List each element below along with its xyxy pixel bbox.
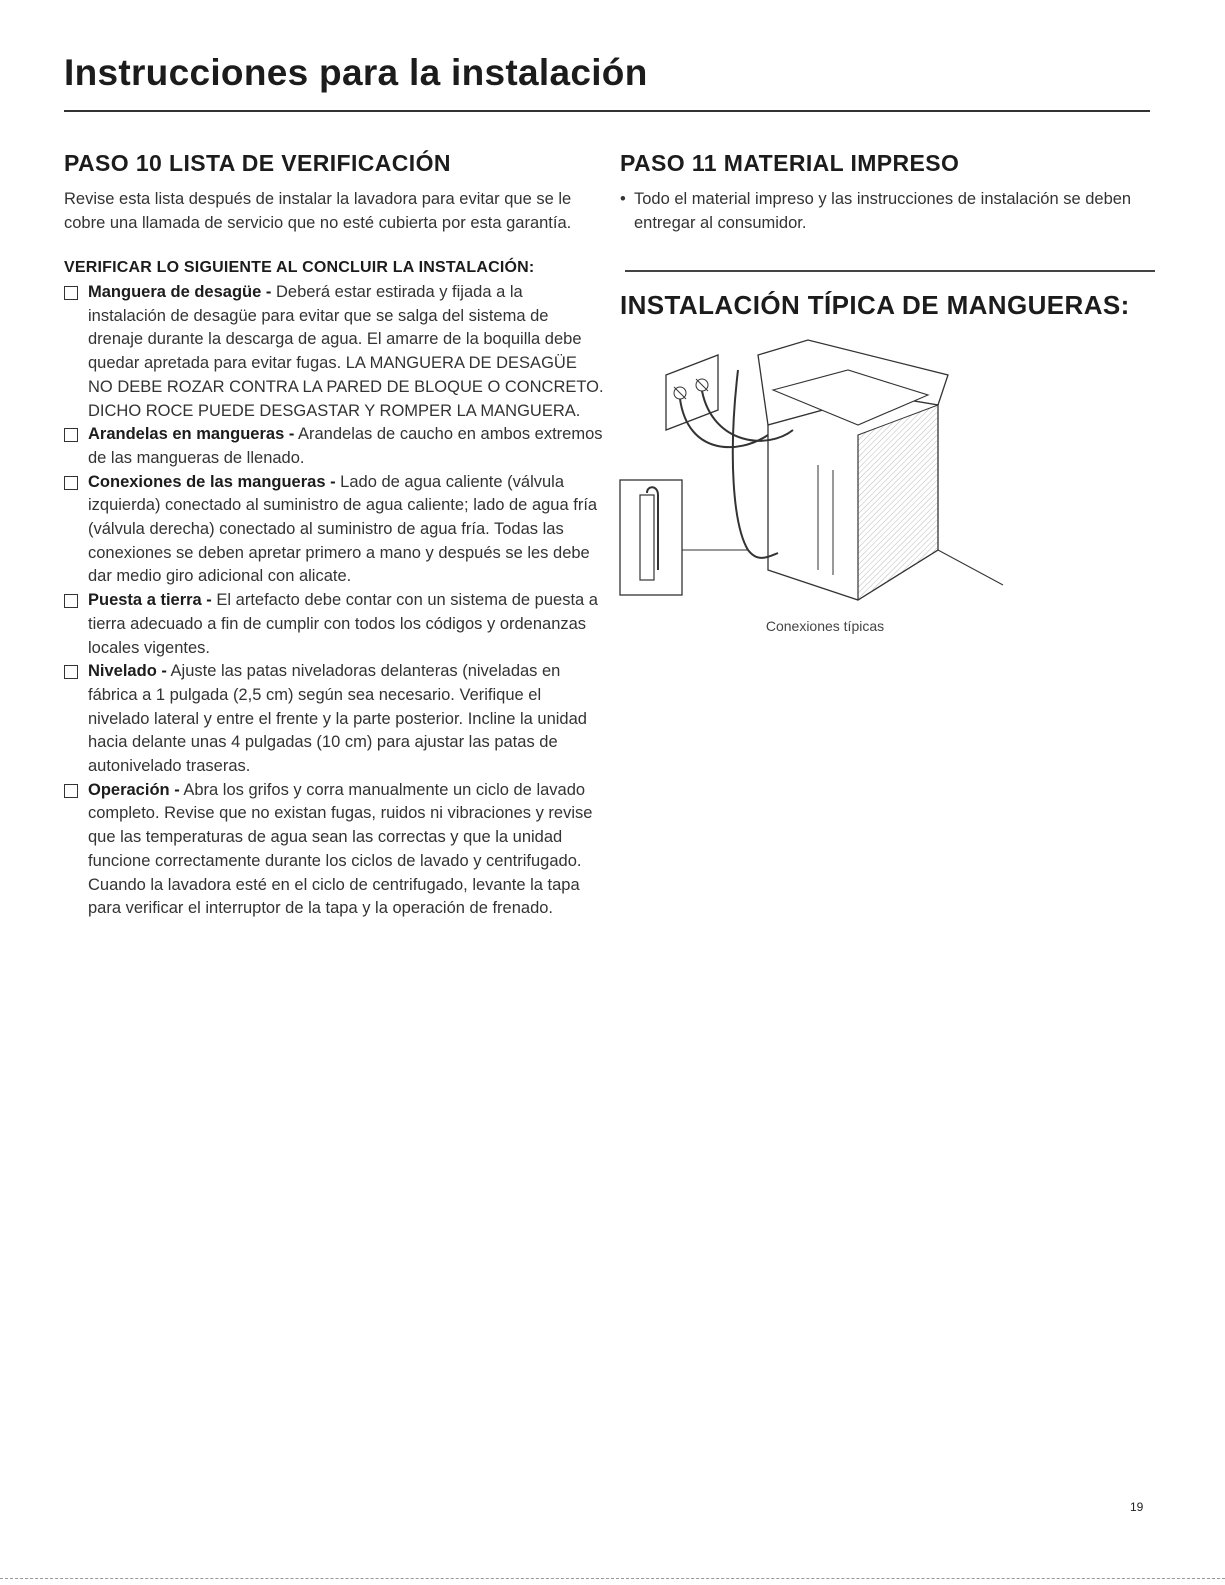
item-title: Manguera de desagüe -: [88, 283, 272, 301]
step11-section: [620, 150, 1160, 235]
checkbox[interactable]: [64, 286, 78, 300]
checklist-item-hose-connections: [64, 471, 604, 590]
washer-hose-illustration: [618, 335, 1013, 605]
step11-text: Todo el material impreso y las instrucciones de instalación se deben entregar al consumidor.: [634, 190, 1132, 232]
checklist-item-washers: [64, 423, 604, 470]
item-title: Arandelas en mangueras -: [88, 425, 295, 444]
installation-heading: INSTALACIÓN TÍPICA DE MANGUERAS:: [620, 290, 1130, 320]
item-text: Abra los grifos y corra manualmente un ciclo de lavado completo. Revise que no existan fugas, ruidos ni vibraciones y revise que las temperaturas de agua sean las correctas y que la unidad funcione correctamente durante los ciclos de lavado y centrifugado. Cuando la lavadora esté en el ciclo de centrifugado, levante la tapa para verificar el interruptor de la tapa y la operación de frenado.: [88, 780, 593, 918]
item-text: Arandelas de caucho en ambos extremos de las mangueras de llenado.: [88, 425, 603, 467]
checklist-item-drain-hose: [64, 281, 604, 423]
item-text: Ajuste las patas niveladoras delanteras (niveladas en fábrica a 1 pulgada (2,5 cm) según sea necesario. Verifique el nivelado lateral y entre el frente y la parte posterior. Incline la unidad hacia delante unas 4 pulgadas (10 cm) para ajustar las patas de autonivelado traseras.: [88, 662, 587, 776]
figure-caption: Conexiones típicas: [765, 618, 885, 634]
checkbox[interactable]: [64, 428, 78, 442]
item-text: El artefacto debe contar con un sistema de puesta a tierra adecuado a fin de cumplir con todos los códigos y ordenanzas locales vigentes.: [88, 591, 598, 657]
title-divider: [64, 110, 1150, 112]
checklist-item-operation: [64, 779, 604, 921]
item-title: Puesta a tierra -: [88, 591, 212, 610]
page-title: Instrucciones para la instalación: [64, 52, 648, 93]
step11-heading: PASO 11 MATERIAL IMPRESO: [620, 150, 960, 176]
item-title: Nivelado -: [88, 662, 167, 681]
item-text: Deberá estar estirada y fijada a la instalación de desagüe para evitar que se salga del sistema de drenaje durante la descarga de agua. El amarre de la boquilla debe quedar apretada para evitar fugas. LA MANGUERA DE DESAGÜE NO DEBE ROZAR CONTRA LA PARED DE BLOQUE O CONCRETO. DICHO ROCE PUEDE DESGASTAR Y ROMPER LA MANGUERA.: [88, 283, 604, 420]
wall-faucet-box: [666, 355, 718, 430]
step10-section: [64, 150, 604, 921]
checkbox[interactable]: [64, 594, 78, 608]
item-title: Operación -: [88, 780, 180, 799]
item-text: Lado de agua caliente (válvula izquierda) conectado al suministro de agua caliente; lado de agua fría (válvula derecha) conectado al suministro de agua fría. Todas las conexiones se deben apretar primero a mano y después se les debe dar medio giro adicional con alicate.: [88, 472, 598, 586]
checklist-item-leveling: [64, 660, 604, 779]
bottom-divider: [0, 1578, 1225, 1579]
checkbox[interactable]: [64, 784, 78, 798]
step11-bullet-item: [620, 187, 1134, 235]
verify-heading: VERIFICAR LO SIGUIENTE AL CONCLUIR LA INSTALACIÓN:: [64, 259, 535, 276]
step10-heading: PASO 10 LISTA DE VERIFICACIÓN: [64, 150, 451, 176]
page-number: 19: [1130, 1500, 1144, 1514]
checkbox[interactable]: [64, 476, 78, 490]
drain-standpipe-inset: [620, 480, 748, 595]
checkbox[interactable]: [64, 665, 78, 679]
bullet-icon: •: [620, 190, 626, 208]
checklist: [64, 281, 604, 921]
step10-intro: Revise esta lista después de instalar la lavadora para evitar que se le cobre una llamada de servicio que no esté cubierta por esta garantía.: [64, 190, 572, 232]
section-divider: [625, 270, 1155, 272]
washer-body: [758, 340, 1003, 600]
checklist-item-grounding: [64, 589, 604, 660]
item-title: Conexiones de las mangueras -: [88, 472, 336, 491]
